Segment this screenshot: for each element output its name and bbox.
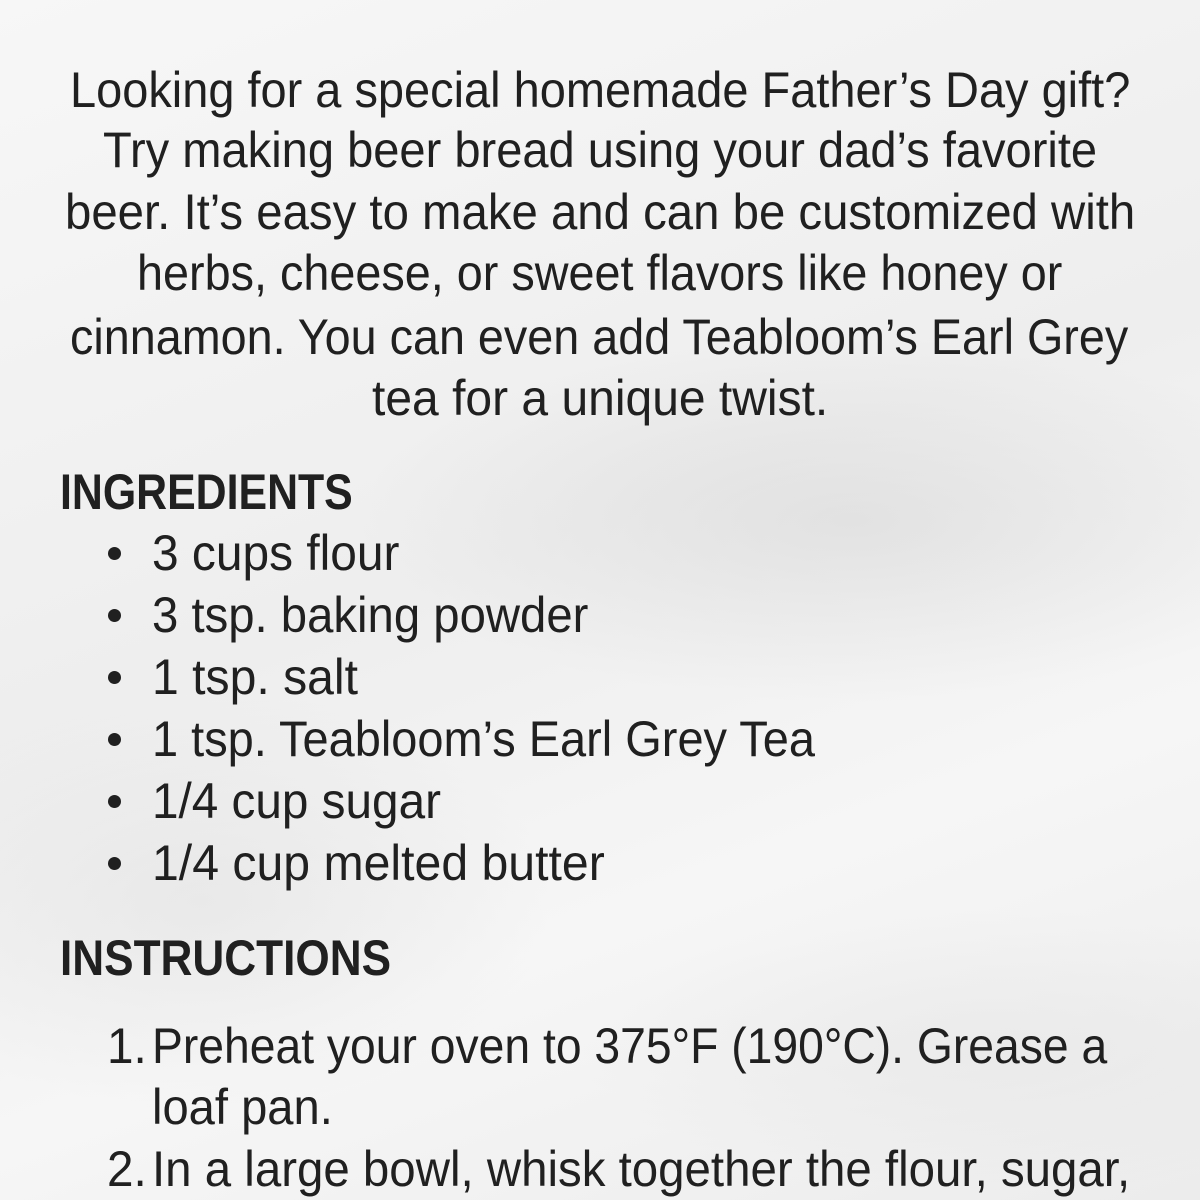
bullet-icon xyxy=(108,795,121,808)
intro-line: cinnamon. You can even add Teabloom’s Earl Grey xyxy=(70,309,1129,365)
intro-line: tea for a unique twist. xyxy=(372,370,829,426)
instructions-heading: INSTRUCTIONS xyxy=(60,930,391,986)
intro-line: herbs, cheese, or sweet flavors like honey or xyxy=(137,245,1063,301)
step-text: Preheat your oven to 375°F (190°C). Grease a xyxy=(152,1018,1108,1074)
step-text: In a large bowl, whisk together the flour, sugar, xyxy=(152,1141,1131,1197)
intro-line: Try making beer bread using your dad’s favorite xyxy=(103,122,1098,178)
bullet-icon xyxy=(108,857,121,870)
ingredients-heading: INGREDIENTS xyxy=(60,464,353,520)
step-number: 2. xyxy=(107,1141,147,1197)
intro-line: beer. It’s easy to make and can be customized with xyxy=(65,184,1136,240)
list-item: 1/4 cup melted butter xyxy=(152,835,605,891)
step-number: 1. xyxy=(107,1018,147,1074)
list-item: 1 tsp. Teabloom’s Earl Grey Tea xyxy=(152,711,815,767)
bullet-icon xyxy=(108,547,121,560)
list-item: 3 tsp. baking powder xyxy=(152,587,589,643)
bullet-icon xyxy=(108,733,121,746)
bullet-icon xyxy=(108,609,121,622)
list-item: 1/4 cup sugar xyxy=(152,773,441,829)
list-item: 3 cups flour xyxy=(152,525,400,581)
intro-line: Looking for a special homemade Father’s Day gift? xyxy=(70,62,1131,118)
step-text: loaf pan. xyxy=(152,1079,333,1135)
bullet-icon xyxy=(108,671,121,684)
list-item: 1 tsp. salt xyxy=(152,649,358,705)
